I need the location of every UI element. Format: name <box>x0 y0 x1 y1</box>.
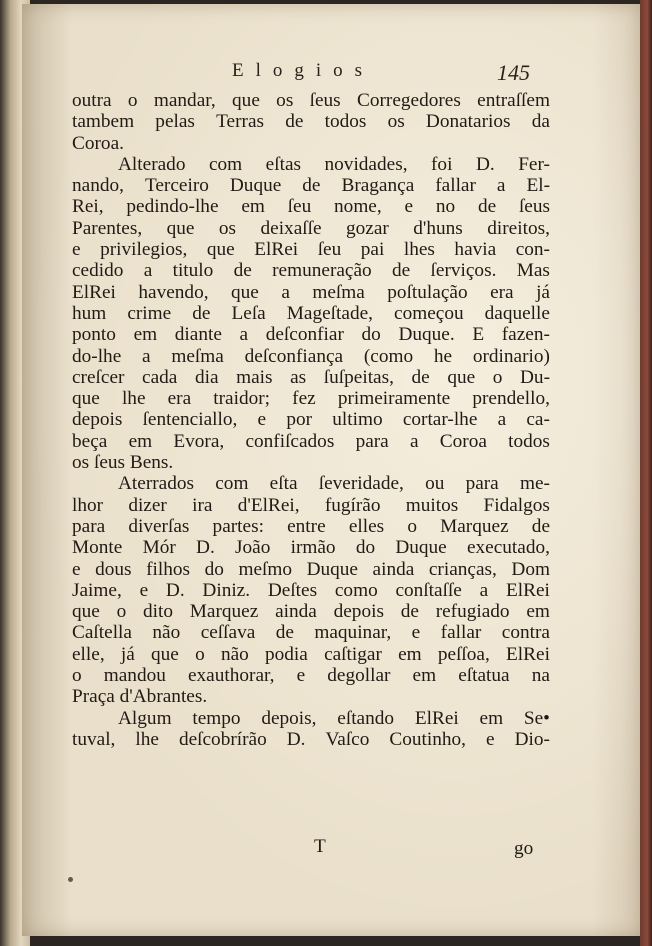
text-line: os ſeus Bens. <box>72 452 174 474</box>
text-line: tambem pelas Terras de todos os Donatarios da <box>72 111 550 133</box>
paragraph <box>72 473 550 707</box>
paragraph <box>72 90 550 154</box>
text-line: Monte Mór D. João irmão do Duque executado, <box>72 537 550 559</box>
text-line: Algum tempo depois, eſtando ElRei em Se• <box>118 707 550 729</box>
text-line: depois ſentenciallo, e por ultimo cortar-lhe a ca- <box>72 409 550 431</box>
text-line: elle, já que o não podia caſtigar em peſſoa, ElRei <box>72 643 550 665</box>
text-line: e privilegios, que ElRei ſeu pai lhes havia con- <box>72 239 550 261</box>
body-text <box>72 90 550 750</box>
text-line: Alterado com eſtas novidades, foi D. Fer- <box>118 153 550 175</box>
text-line: Jaime, e D. Diniz. Deſtes como conſtaſſe a ElRei <box>72 579 550 601</box>
text-line: Caſtella não ceſſava de maquinar, e fallar contra <box>72 622 550 644</box>
text-line: outra o mandar, que os ſeus Corregedores entraſſem <box>72 90 550 111</box>
text-line: o mandou exauthorar, e degollar em eſtatua na <box>72 665 550 687</box>
text-line: Aterrados com eſta ſeveridade, ou para me- <box>118 473 550 495</box>
text-line: hum crime de Leſa Mageſtade, começou daquelle <box>72 302 550 324</box>
book-cover-edge <box>640 0 652 946</box>
text-line: creſcer cada dia mais as ſuſpeitas, de que o Du- <box>72 366 550 388</box>
text-line: beça em Evora, confiſcados para a Coroa todos <box>72 430 550 452</box>
paragraph <box>72 154 550 473</box>
page-number: 145 <box>497 60 530 85</box>
text-line: Parentes, que os deixaſſe gozar d'huns direitos, <box>72 217 550 239</box>
text-line: do-lhe a meſma deſconfiança (como he ordinario) <box>72 345 550 367</box>
text-line: ElRei havendo, que a meſma poſtulação era já <box>72 281 550 303</box>
text-line: para diverſas partes: entre elles o Marquez de <box>72 515 550 537</box>
ink-spot <box>68 877 73 882</box>
text-line: que o dito Marquez ainda depois de refugiado em <box>72 601 550 623</box>
running-head: Elogios <box>232 60 375 81</box>
text-line: cedido a titulo de remuneração de ſerviços. Mas <box>72 260 550 282</box>
text-line: Coroa. <box>72 132 124 154</box>
page-footer <box>0 836 652 860</box>
text-line: nando, Terceiro Duque de Bragança fallar a El- <box>72 175 550 197</box>
text-line: ponto em diante a deſconfiar do Duque. E fazen- <box>72 324 550 346</box>
signature-mark: T <box>314 836 326 857</box>
page-header <box>0 60 652 90</box>
catchword: go <box>514 838 534 859</box>
text-line: que lhe era traidor; fez primeiramente prendello, <box>72 388 550 410</box>
text-line: Praça d'Abrantes. <box>72 686 208 708</box>
text-line: tuval, lhe deſcobrírão D. Vaſco Coutinho, e Dio- <box>72 728 550 750</box>
text-line: lhor dizer ira d'ElRei, fugírão muitos Fidalgos <box>72 494 550 516</box>
text-line: e dous filhos do meſmo Duque ainda crianças, Dom <box>72 558 550 580</box>
text-line: Rei, pedindo-lhe em ſeu nome, e no de ſeus <box>72 196 550 218</box>
paragraph <box>72 708 550 751</box>
